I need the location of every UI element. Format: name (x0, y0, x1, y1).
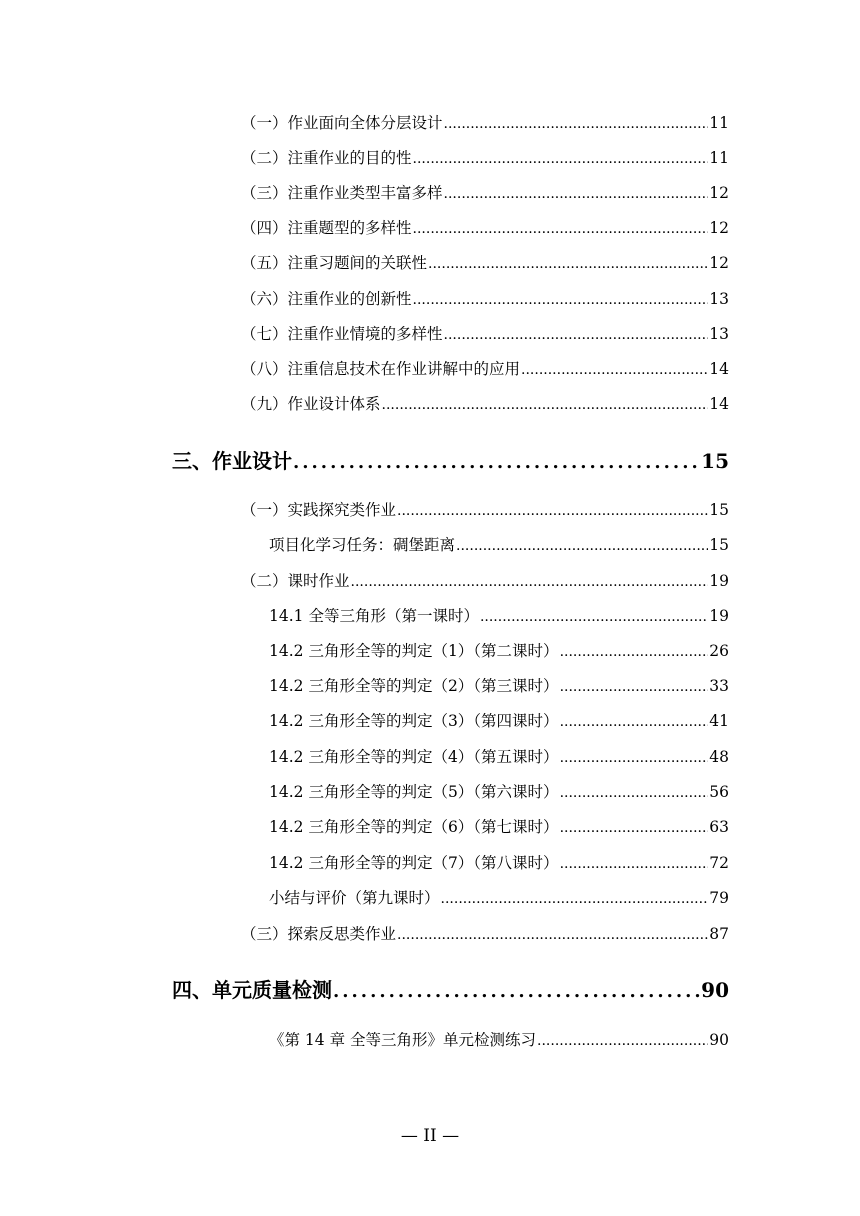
toc-entry-title: 14.2 三角形全等的判定（7）（第八课时） (269, 854, 559, 872)
toc-entry (241, 252, 729, 274)
toc-entry-title: （九）作业设计体系 (241, 395, 381, 413)
toc-dot-leader (456, 534, 708, 557)
toc-dot-leader (428, 252, 708, 275)
toc-dot-leader (521, 358, 708, 381)
toc-entry-page-number: 14 (709, 360, 729, 378)
toc-entry-page-number: 15 (709, 536, 729, 554)
toc-entry-title: 14.2 三角形全等的判定（6）（第七课时） (269, 818, 559, 836)
toc-entry (241, 499, 729, 521)
toc-section-heading (172, 976, 729, 1004)
toc-dot-leader (413, 147, 709, 170)
toc-entry (241, 323, 729, 345)
toc-entry-title: （六）注重作业的创新性 (241, 290, 412, 308)
toc-entry (269, 1029, 729, 1051)
toc-entry-title: （三）探索反思类作业 (241, 925, 397, 943)
toc-dot-leader (560, 781, 709, 804)
toc-entry-page-number: 90 (709, 1031, 729, 1049)
toc-entry-title: 14.2 三角形全等的判定（4）（第五课时） (269, 748, 559, 766)
toc-entry-title: 14.2 三角形全等的判定（2）（第三课时） (269, 677, 559, 695)
toc-dot-leader (293, 447, 700, 477)
toc-entry-title: 三、作业设计 (172, 449, 292, 473)
toc-entry-page-number: 26 (709, 642, 729, 660)
toc-entry-page-number: 19 (709, 572, 729, 590)
toc-entry-page-number: 19 (709, 607, 729, 625)
toc-entry-title: （五）注重习题间的关联性 (241, 254, 428, 272)
toc-entry-title: 14.2 三角形全等的判定（3）（第四课时） (269, 712, 559, 730)
toc-dot-leader (444, 182, 709, 205)
toc-entry-title: 小结与评价（第九课时） (269, 889, 440, 907)
toc-entry (269, 675, 729, 697)
toc-entry (269, 640, 729, 662)
toc-entry-title: （一）实践探究类作业 (241, 501, 397, 519)
toc-section-heading (172, 447, 729, 475)
toc-entry-page-number: 13 (709, 325, 729, 343)
toc-entry-page-number: 14 (709, 395, 729, 413)
toc-entry (269, 816, 729, 838)
toc-entry-title: 《第 14 章 全等三角形》单元检测练习 (269, 1031, 537, 1049)
toc-entry-title: 14.2 三角形全等的判定（5）（第六课时） (269, 783, 559, 801)
toc-entry-page-number: 12 (709, 254, 729, 272)
toc-entry-page-number: 15 (709, 501, 729, 519)
toc-entry (241, 288, 729, 310)
toc-entry-page-number: 72 (709, 854, 729, 872)
toc-entry-page-number: 15 (701, 449, 729, 473)
toc-entry-title: （一）作业面向全体分层设计 (241, 114, 443, 132)
toc-entry (241, 217, 729, 239)
toc-dot-leader (351, 570, 709, 593)
toc-entry-title: （七）注重作业情境的多样性 (241, 325, 443, 343)
toc-entry-page-number: 90 (701, 978, 729, 1002)
toc-dot-leader (441, 887, 709, 910)
toc-dot-leader (413, 288, 709, 311)
toc-entry-page-number: 87 (709, 925, 729, 943)
toc-dot-leader (397, 499, 708, 522)
toc-entry (241, 147, 729, 169)
toc-entry-page-number: 56 (709, 783, 729, 801)
toc-dot-leader (560, 746, 709, 769)
toc-entry-title: 14.2 三角形全等的判定（1）（第二课时） (269, 642, 559, 660)
toc-dot-leader (333, 976, 700, 1006)
toc-entry-page-number: 33 (709, 677, 729, 695)
toc-dot-leader (413, 217, 709, 240)
toc-dot-leader (560, 816, 709, 839)
toc-entry-title: （三）注重作业类型丰富多样 (241, 184, 443, 202)
toc-dot-leader (560, 675, 709, 698)
toc-entry-title: 四、单元质量检测 (172, 978, 332, 1002)
toc-entry-title: 项目化学习任务：碉堡距离 (269, 536, 456, 554)
toc-entry (269, 534, 729, 556)
toc-entry-title: （二）课时作业 (241, 572, 350, 590)
toc-dot-leader (560, 710, 709, 733)
toc-dot-leader (537, 1029, 708, 1052)
page-number: — II — (400, 1126, 460, 1146)
toc-entry-title: （八）注重信息技术在作业讲解中的应用 (241, 360, 521, 378)
toc-entry-title: （四）注重题型的多样性 (241, 219, 412, 237)
toc-entry-page-number: 12 (709, 219, 729, 237)
toc-entry (241, 570, 729, 592)
toc-entry (241, 112, 729, 134)
toc-entry (241, 393, 729, 415)
toc-entry-page-number: 79 (709, 889, 729, 907)
toc-dot-leader (444, 323, 709, 346)
toc-dot-leader (382, 393, 709, 416)
toc-entry (269, 710, 729, 732)
toc-dot-leader (560, 852, 709, 875)
toc-entry-page-number: 11 (709, 149, 729, 167)
toc-entry-page-number: 63 (709, 818, 729, 836)
toc-entry-page-number: 11 (709, 114, 729, 132)
toc-entry (269, 746, 729, 768)
toc-entry-page-number: 41 (709, 712, 729, 730)
toc-entry-page-number: 48 (709, 748, 729, 766)
toc-entry (241, 923, 729, 945)
toc-entry-title: （二）注重作业的目的性 (241, 149, 412, 167)
toc-entry (269, 887, 729, 909)
toc-entry (241, 182, 729, 204)
toc-dot-leader (480, 605, 708, 628)
toc-entry (269, 852, 729, 874)
toc-entry-page-number: 12 (709, 184, 729, 202)
toc-dot-leader (397, 923, 708, 946)
toc-entry (269, 605, 729, 627)
toc-dot-leader (560, 640, 709, 663)
toc-entry (241, 358, 729, 380)
toc-entry-title: 14.1 全等三角形（第一课时） (269, 607, 479, 625)
toc-entry (269, 781, 729, 803)
toc-entry-page-number: 13 (709, 290, 729, 308)
toc-dot-leader (444, 112, 709, 135)
